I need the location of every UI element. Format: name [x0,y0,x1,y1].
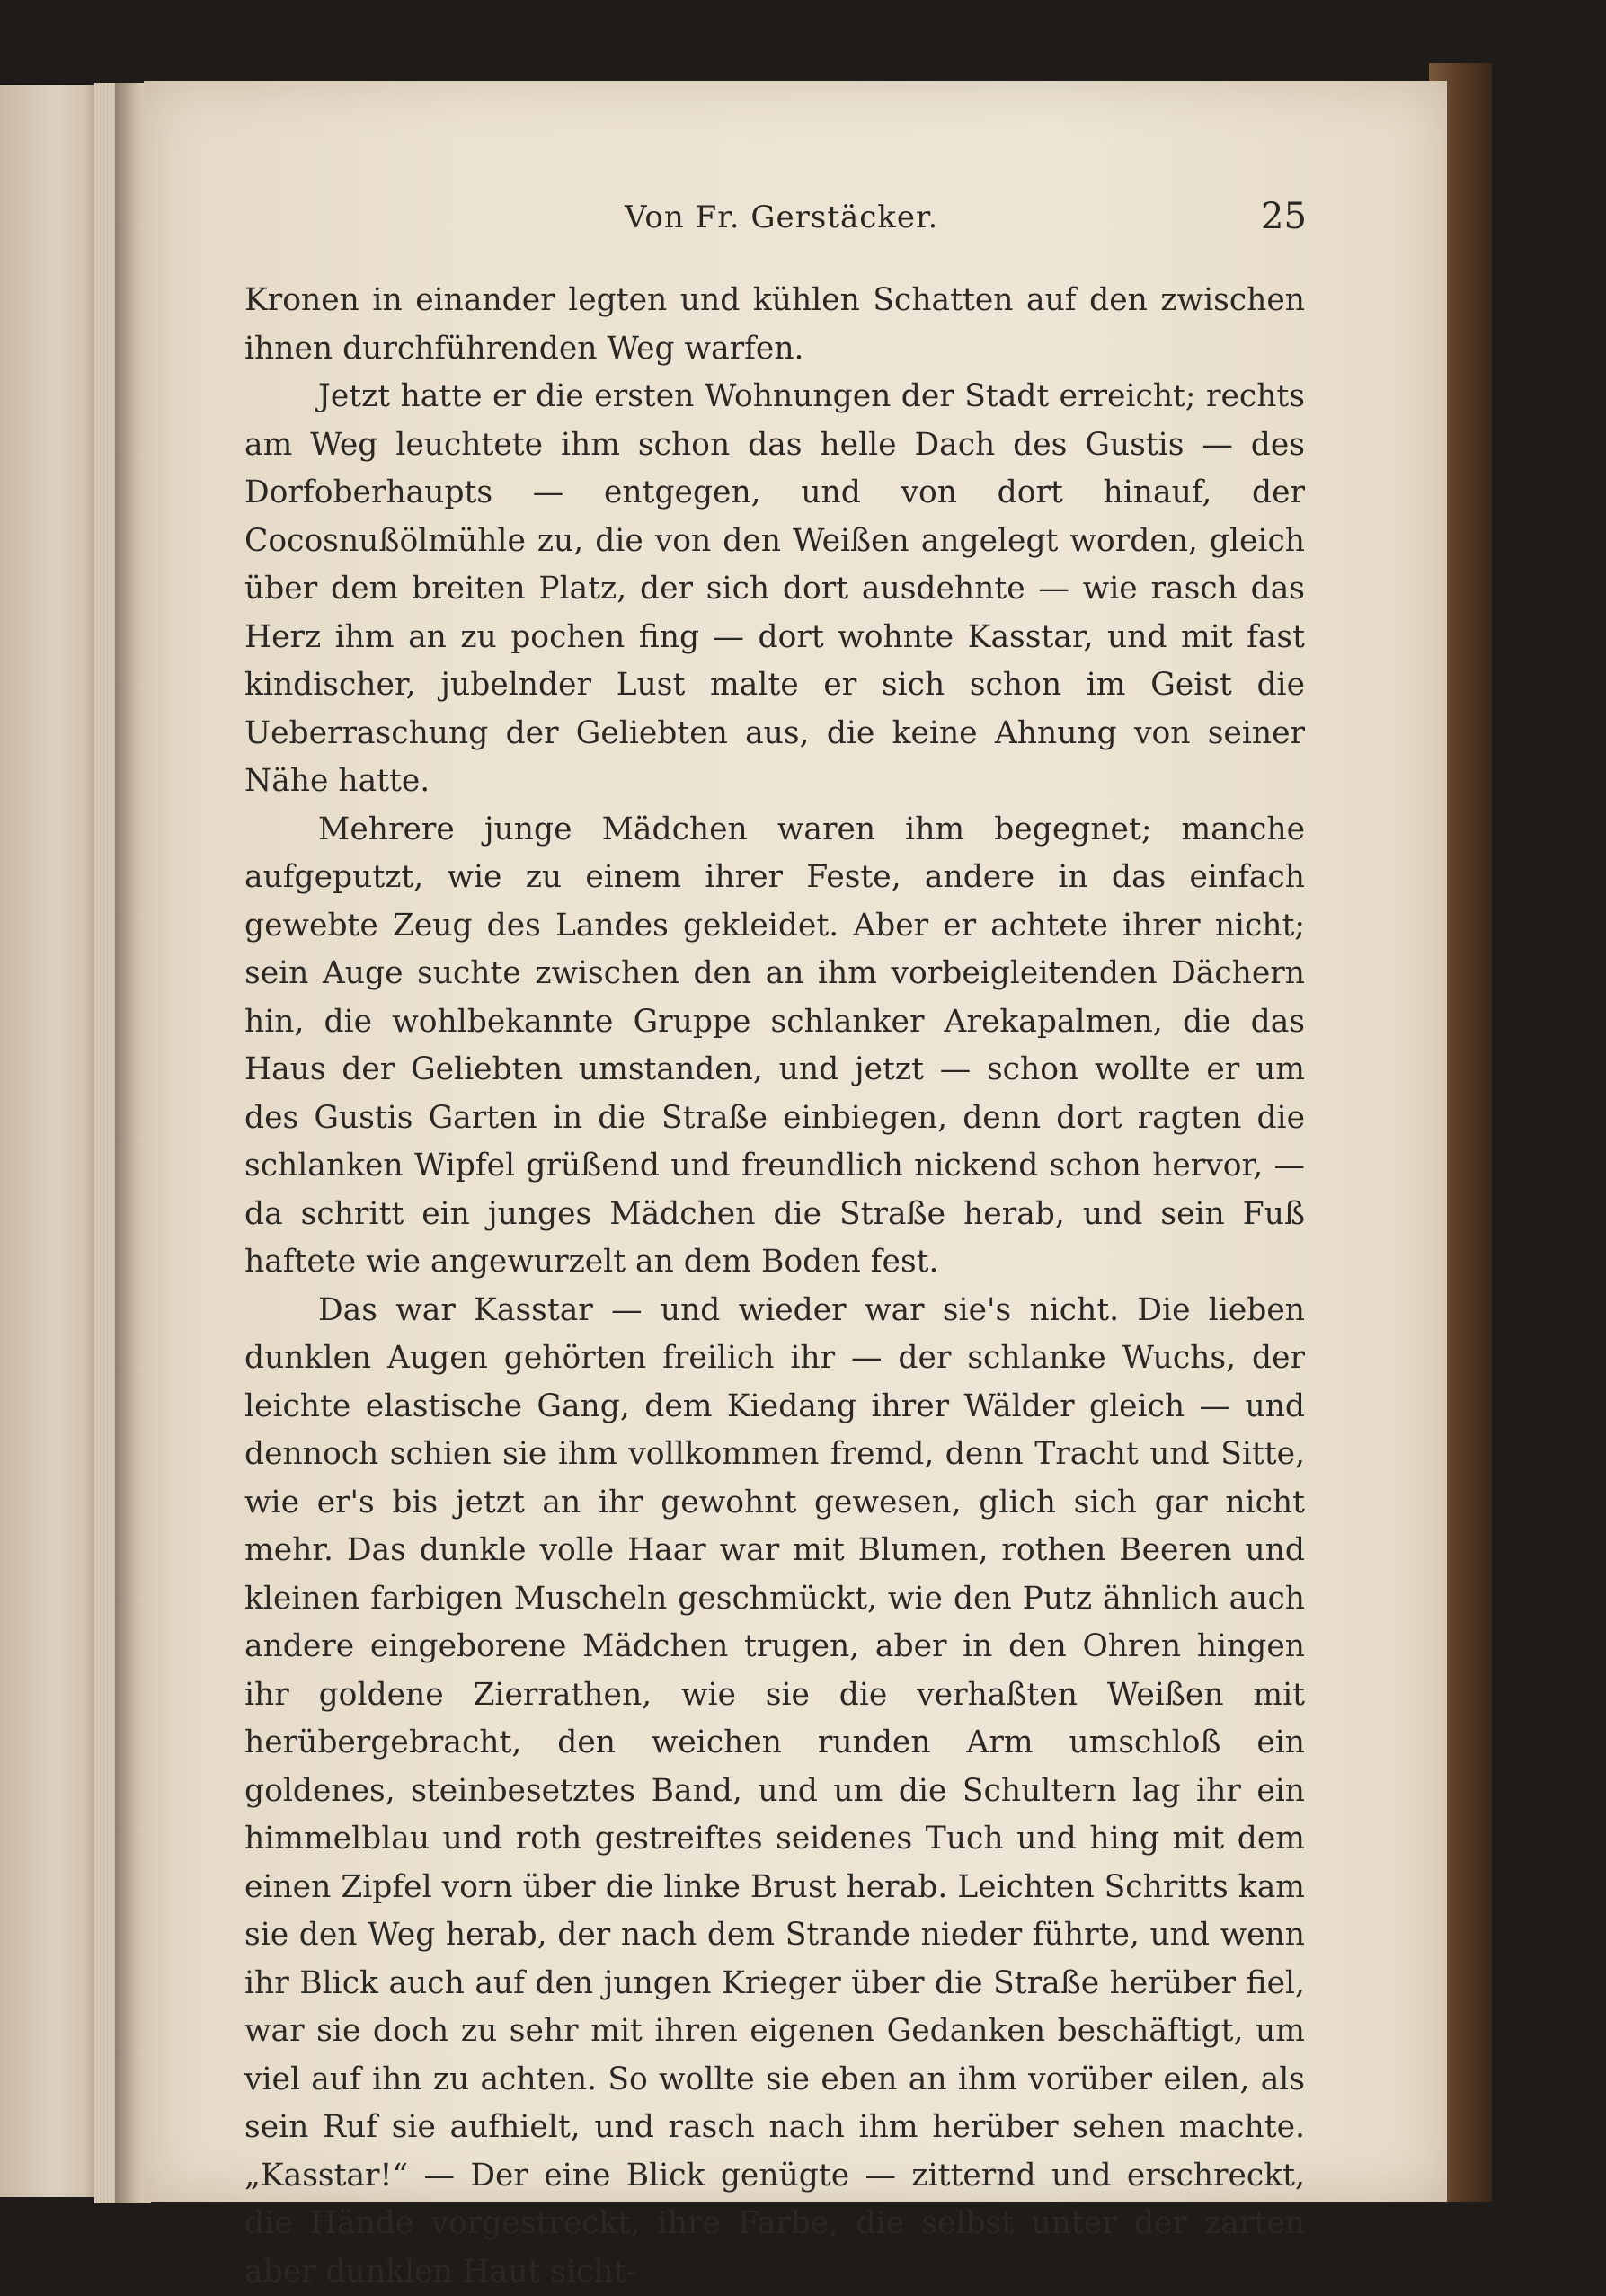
paragraph: Das war Kasstar — und wieder war sie's nicht. Die lieben dunklen Augen gehörten freilich ihr — der schlanke Wuchs, der leichte elastische Gang, dem Kiedang ihrer Wälder gleich — und dennoch schien sie ihm vollkommen fremd, denn Tracht und Sitte, wie er's bis jetzt an ihr gewohnt gewesen, glich sich gar nicht mehr. Das dunkle volle Haar war mit Blumen, rothen Beeren und kleinen farbigen Muscheln geschmückt, wie den Putz ähnlich auch andere eingeborene Mädchen trugen, aber in den Ohren hingen ihr goldene Zierrathen, wie sie die verhaßten Weißen mit herübergebracht, den weichen runden Arm umschloß ein goldenes, steinbesetztes Band, und um die Schultern lag ihr ein himmelblau und roth gestreiftes seidenes Tuch und hing mit dem einen Zipfel vorn über die linke Brust herab. Leichten Schritts kam sie den Weg herab, der nach dem Strande nieder führte, und wenn ihr Blick auch auf den jungen Krieger über die Straße herüber fiel, war sie doch zu sehr mit ihren eigenen Gedanken beschäftigt, um viel auf ihn zu achten. So wollte sie eben an ihm vorüber eilen, als sein Ruf sie aufhielt, und rasch nach ihm herüber sehen machte. „Kasstar!“ — Der eine Blick genügte — zitternd und erschreckt, die Hände vorgestreckt, ihre Farbe, die selbst unter der zarten aber dunklen Haut sicht- [244,1287,1305,2296]
running-head: Von Fr. Gerstäcker. [625,199,938,235]
paragraph: Jetzt hatte er die ersten Wohnungen der Stadt erreicht; rechts am Weg leuchtete ihm schon das helle Dach des Gustis — des Dorfoberhaupts — entgegen, und von dort hinauf, der Cocosnußölmühle zu, die von den Weißen angelegt worden, gleich über dem breiten Platz, der sich dort ausdehnte — wie rasch das Herz ihm an zu pochen fing — dort wohnte Kasstar, und mit fast kindischer, jubelnder Lust malte er sich schon im Geist die Ueberraschung der Geliebten aus, die keine Ahnung von seiner Nähe hatte. [244,373,1305,806]
left-facing-page [0,85,101,2197]
body-text [244,277,1305,2296]
paragraph: Mehrere junge Mädchen waren ihm begegnet; manche aufgeputzt, wie zu einem ihrer Feste, andere in das einfach gewebte Zeug des Landes gekleidet. Aber er achtete ihrer nicht; sein Auge suchte zwischen den an ihm vorbeigleitenden Dächern hin, die wohlbekannte Gruppe schlanker Arekapalmen, die das Haus der Geliebten umstanden, und jetzt — schon wollte er um des Gustis Garten in die Straße einbiegen, denn dort ragten die schlanken Wipfel grüßend und freundlich nickend schon hervor, — da schritt ein junges Mädchen die Straße herab, und sein Fuß haftete wie angewurzelt an dem Boden fest. [244,806,1305,1287]
page-number: 25 [1261,196,1307,237]
paragraph: Kronen in einander legten und kühlen Schatten auf den zwischen ihnen durchführenden Weg warfen. [244,277,1305,373]
